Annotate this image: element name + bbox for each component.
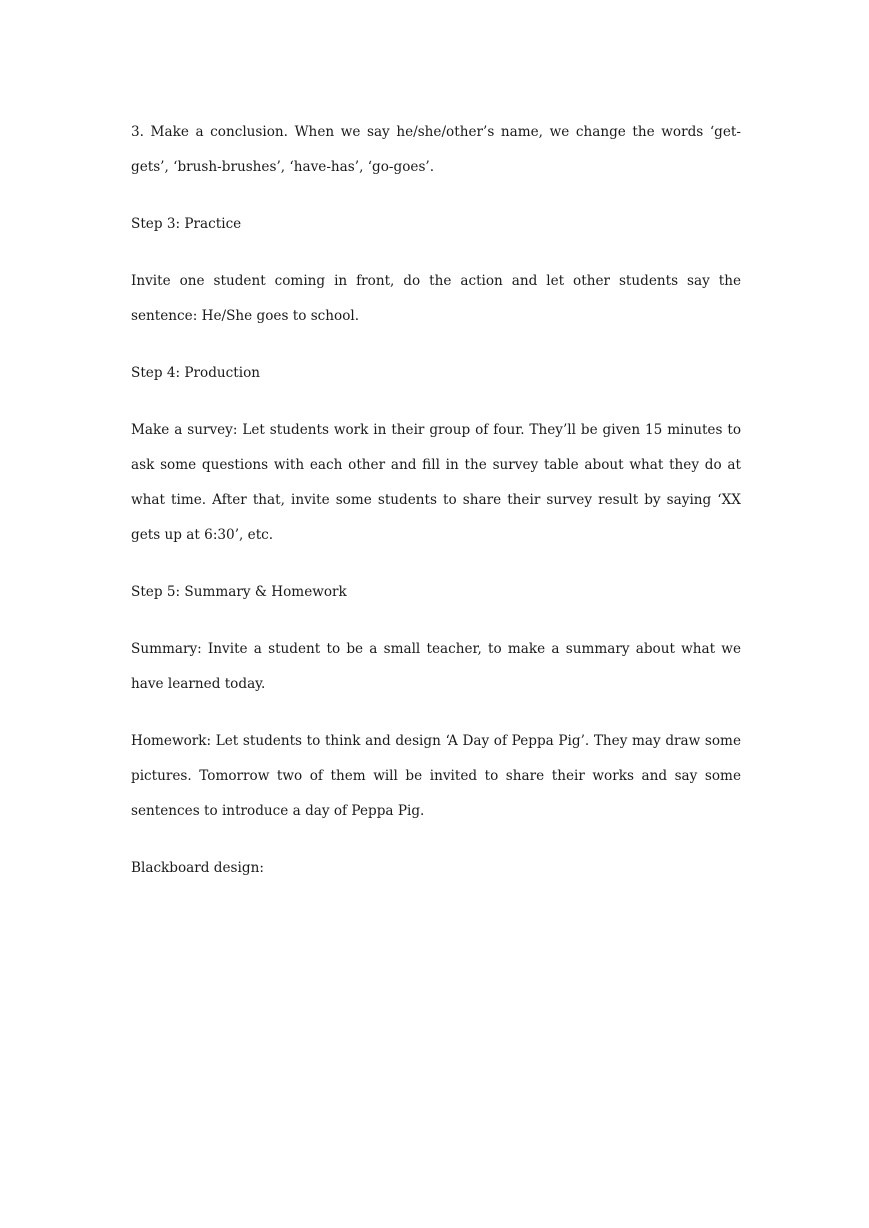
step4-heading: Step 4: Production xyxy=(131,365,261,381)
conclusion-paragraph: 3. Make a conclusion. When we say he/she/other’s name, we change the words ‘get-gets’, ‘brush-brushes’, ‘have-has’, ‘go-goes’. xyxy=(131,124,741,175)
summary-paragraph: Summary: Invite a student to be a small teacher, to make a summary about what we have learned today. xyxy=(131,641,741,692)
blackboard-design-heading: Blackboard design: xyxy=(131,860,264,876)
document-body xyxy=(131,115,741,908)
step3-paragraph: Invite one student coming in front, do the action and let other students say the sentence: He/She goes to school. xyxy=(131,273,741,324)
step5-heading: Step 5: Summary & Homework xyxy=(131,584,347,600)
step4-paragraph: Make a survey: Let students work in their group of four. They’ll be given 15 minutes to ask some questions with each other and fill in the survey table about what they do at what time. After that, invite some students to share their survey result by saying ‘XX gets up at 6:30’, etc. xyxy=(131,422,741,543)
homework-paragraph: Homework: Let students to think and design ‘A Day of Peppa Pig’. They may draw some pictures. Tomorrow two of them will be invited to share their works and say some sentences to introduce a day of Peppa Pig. xyxy=(131,733,741,819)
step3-heading: Step 3: Practice xyxy=(131,216,242,232)
